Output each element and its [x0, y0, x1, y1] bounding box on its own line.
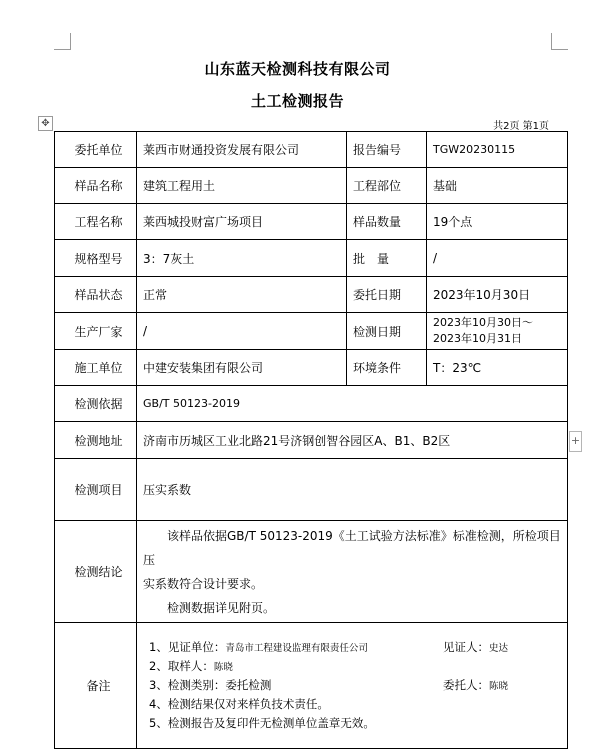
report-table: [54, 131, 568, 749]
category-label: 3、检测类别：: [149, 678, 226, 692]
test-date-label: 检测日期: [347, 313, 427, 350]
principal-value: 陈晓: [489, 681, 509, 692]
page-corner-mark-top-left: [54, 33, 71, 50]
report-no-value[interactable]: TGW20230115: [427, 132, 568, 168]
table-row: [55, 422, 568, 459]
witness-person-label: 见证人：: [443, 640, 489, 654]
page-info: 共2页 第1页: [493, 121, 549, 132]
spec-label: 规格型号: [55, 240, 137, 277]
state-value[interactable]: 正常: [137, 277, 347, 313]
table-row: [55, 623, 568, 749]
table-row: [55, 240, 568, 277]
notes-value[interactable]: [137, 623, 568, 749]
notes-line-1: [149, 638, 567, 657]
table-row: [55, 277, 568, 313]
site-label: 工程部位: [347, 168, 427, 204]
qty-value[interactable]: 19个点: [427, 204, 568, 240]
test-date-value[interactable]: [427, 313, 568, 350]
notes-line-3: [149, 676, 567, 695]
client-label: 委托单位: [55, 132, 137, 168]
conclusion-value[interactable]: [137, 521, 568, 623]
notes-line-2: [149, 657, 567, 676]
batch-value[interactable]: /: [427, 240, 568, 277]
env-value[interactable]: T：23℃: [427, 350, 568, 386]
sample-name-value[interactable]: 建筑工程用土: [137, 168, 347, 204]
table-move-handle-icon[interactable]: ✥: [38, 116, 53, 131]
sampler-value: 陈晓: [213, 662, 233, 673]
table-row: [55, 313, 568, 350]
sample-name-label: 样品名称: [55, 168, 137, 204]
report-no-label: 报告编号: [347, 132, 427, 168]
table-row: [55, 521, 568, 623]
env-label: 环境条件: [347, 350, 427, 386]
witness-unit-label: 1、见证单位：: [149, 640, 226, 654]
add-row-plus-icon[interactable]: +: [569, 431, 582, 452]
test-date-line1: 2023年10月30日～: [433, 316, 533, 329]
basis-label: 检测依据: [55, 386, 137, 422]
qty-label: 样品数量: [347, 204, 427, 240]
sampler-label: 2、取样人：: [149, 659, 214, 673]
batch-label: 批 量: [347, 240, 427, 277]
spec-value[interactable]: 3：7灰土: [137, 240, 347, 277]
witness-person-value: 史达: [489, 643, 509, 654]
client-value[interactable]: 莱西市财通投资发展有限公司: [137, 132, 347, 168]
test-date-line2: 2023年10月31日: [433, 332, 522, 345]
address-value[interactable]: 济南市历城区工业北路21号济钢创智谷园区A、B1、B2区: [137, 422, 568, 459]
commission-date-value[interactable]: 2023年10月30日: [427, 277, 568, 313]
conclusion-line2: 实系数符合设计要求。: [143, 576, 264, 591]
item-label: 检测项目: [55, 459, 137, 521]
table-row: [55, 386, 568, 422]
project-label: 工程名称: [55, 204, 137, 240]
table-row: [55, 459, 568, 521]
address-label: 检测地址: [55, 422, 137, 459]
state-label: 样品状态: [55, 277, 137, 313]
witness-unit-value: 青岛市工程建设监理有限责任公司: [225, 643, 368, 654]
table-row: [55, 204, 568, 240]
notes-line-4: 4、检测结果仅对来样负技术责任。: [149, 697, 329, 711]
conclusion-line3: 检测数据详见附页。: [167, 600, 276, 615]
table-row: [55, 132, 568, 168]
item-value[interactable]: 压实系数: [137, 459, 568, 521]
maker-value[interactable]: /: [137, 313, 347, 350]
builder-label: 施工单位: [55, 350, 137, 386]
principal-label: 委托人：: [443, 678, 489, 692]
basis-value[interactable]: GB/T 50123-2019: [137, 386, 568, 422]
builder-value[interactable]: 中建安装集团有限公司: [137, 350, 347, 386]
site-value[interactable]: 基础: [427, 168, 568, 204]
table-row: [55, 350, 568, 386]
maker-label: 生产厂家: [55, 313, 137, 350]
project-value[interactable]: 莱西城投财富广场项目: [137, 204, 347, 240]
report-title: 土工检测报告: [250, 92, 344, 110]
commission-date-label: 委托日期: [347, 277, 427, 313]
conclusion-line1: 该样品依据GB/T 50123-2019《土工试验方法标准》标准检测，所检项目压: [143, 528, 561, 567]
notes-label: 备注: [55, 623, 137, 749]
conclusion-label: 检测结论: [55, 521, 137, 623]
notes-line-5: 5、检测报告及复印件无检测单位盖章无效。: [149, 716, 375, 730]
category-value: 委托检测: [225, 678, 272, 692]
table-row: [55, 168, 568, 204]
page-corner-mark-top-right: [551, 33, 568, 50]
company-title: 山东蓝天检测科技有限公司: [204, 60, 391, 78]
